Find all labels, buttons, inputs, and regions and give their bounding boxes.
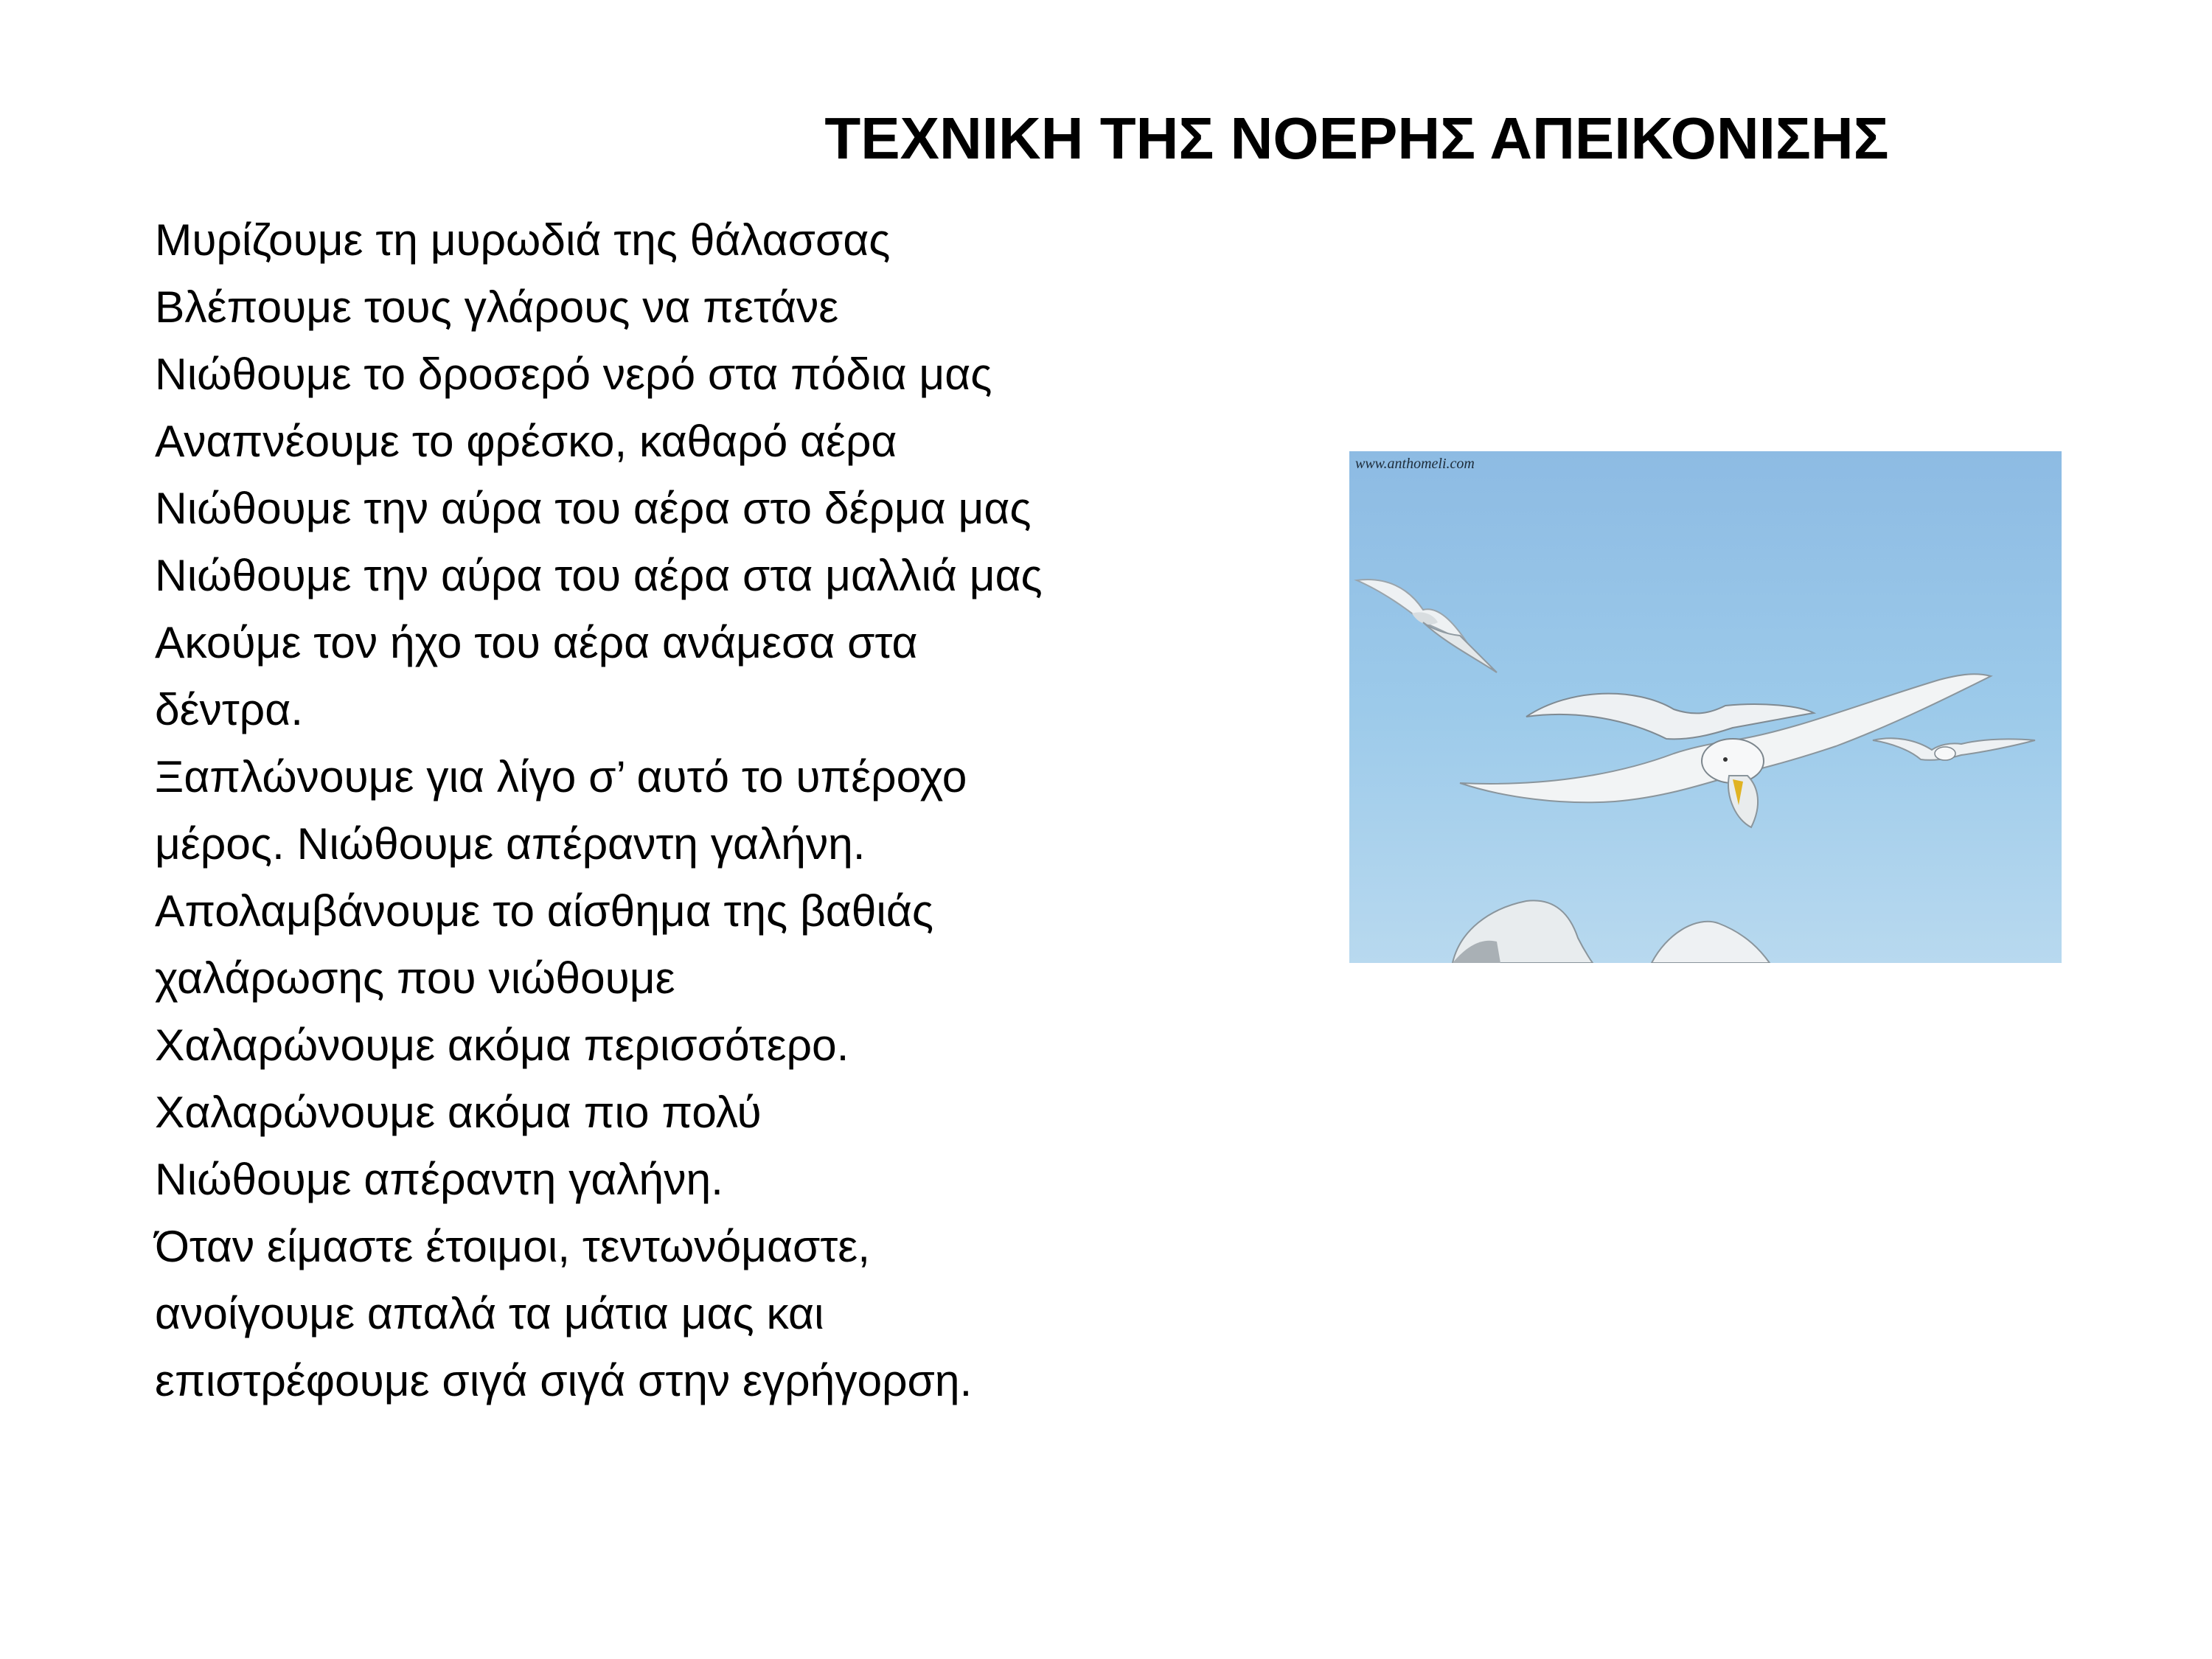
text-line: Μυρίζουμε τη μυρωδιά της θάλασσας: [155, 215, 891, 265]
text-line: Νιώθουμε απέραντη γαλήνη.: [155, 1154, 723, 1204]
body-text: [155, 206, 1276, 1414]
text-line: Χαλαρώνουμε ακόμα περισσότερο.: [155, 1020, 849, 1070]
text-line: Απολαμβάνουμε το αίσθημα της βαθιάς: [155, 886, 934, 936]
text-line: Νιώθουμε την αύρα του αέρα στο δέρμα μας: [155, 483, 1032, 533]
text-line: Αναπνέουμε το φρέσκο, καθαρό αέρα: [155, 416, 897, 466]
sky-background: [1349, 451, 2062, 963]
text-line: Νιώθουμε την αύρα του αέρα στα μαλλιά μας: [155, 550, 1043, 600]
text-line: Νιώθουμε το δροσερό νερό στα πόδια μας: [155, 349, 992, 399]
text-line: δέντρα.: [155, 684, 303, 734]
text-line: Όταν είμαστε έτοιμοι, τεντωνόμαστε,: [155, 1221, 871, 1271]
text-line: Ξαπλώνουμε για λίγο σ’ αυτό το υπέροχο: [155, 751, 967, 801]
seagulls-illustration: [1349, 451, 2062, 963]
text-line: Χαλαρώνουμε ακόμα πιο πολύ: [155, 1087, 762, 1137]
text-line: Ακούμε τον ήχο του αέρα ανάμεσα στα: [155, 617, 918, 667]
image-watermark: www.anthomeli.com: [1355, 456, 1475, 472]
text-line: μέρος. Νιώθουμε απέραντη γαλήνη.: [155, 818, 866, 869]
slide-title: ΤΕΧΝΙΚΗ ΤΗΣ ΝΟΕΡΗΣ ΑΠΕΙΚΟΝΙΣΗΣ: [824, 105, 1889, 171]
text-line: ανοίγουμε απαλά τα μάτια μας και: [155, 1288, 824, 1338]
text-line: χαλάρωσης που νιώθουμε: [155, 953, 675, 1003]
seagulls-photo: [1349, 451, 2062, 963]
text-line: επιστρέφουμε σιγά σιγά στην εγρήγορση.: [155, 1355, 973, 1405]
text-line: Βλέπουμε τους γλάρους να πετάνε: [155, 282, 839, 332]
